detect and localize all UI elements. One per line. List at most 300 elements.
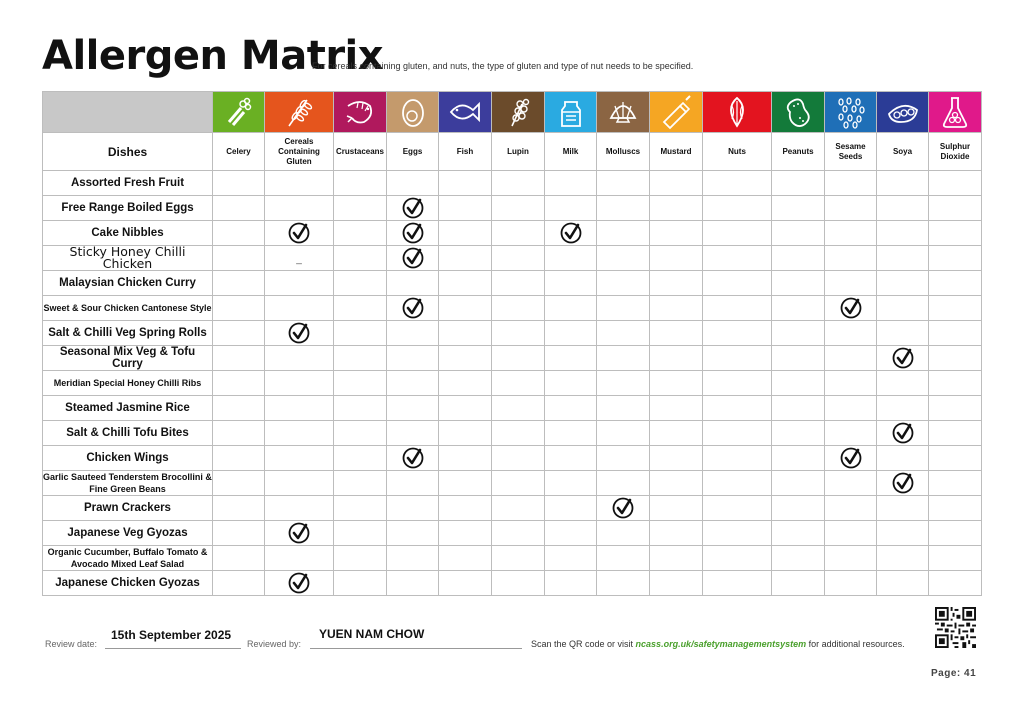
check-mark-icon — [387, 247, 438, 269]
matrix-cell-lupin — [492, 421, 545, 446]
matrix-cell-molluscs — [597, 396, 650, 421]
matrix-cell-milk — [545, 396, 597, 421]
matrix-cell-sesame-seeds — [825, 521, 877, 546]
matrix-cell-soya — [877, 521, 929, 546]
dish-name: Steamed Jasmine Rice — [43, 396, 213, 421]
matrix-cell-celery — [213, 396, 265, 421]
check-mark-icon — [387, 222, 438, 244]
matrix-cell-cereals-containing-gluten — [265, 171, 334, 196]
check-mark-icon — [597, 497, 649, 519]
matrix-cell-nuts — [703, 271, 772, 296]
check-mark-icon — [825, 447, 876, 469]
matrix-cell-milk — [545, 546, 597, 571]
matrix-cell-molluscs — [597, 471, 650, 496]
matrix-cell-celery — [213, 471, 265, 496]
matrix-cell-lupin — [492, 171, 545, 196]
matrix-cell-fish — [439, 496, 492, 521]
check-mark-icon — [545, 222, 596, 244]
matrix-cell-milk — [545, 496, 597, 521]
matrix-cell-nuts — [703, 396, 772, 421]
matrix-cell-soya — [877, 496, 929, 521]
dish-row — [43, 546, 982, 571]
matrix-cell-cereals-containing-gluten — [265, 296, 334, 321]
matrix-cell-molluscs — [597, 496, 650, 521]
matrix-cell-nuts — [703, 221, 772, 246]
matrix-cell-nuts — [703, 471, 772, 496]
matrix-cell-soya — [877, 421, 929, 446]
matrix-cell-milk — [545, 221, 597, 246]
allergen-header-peanuts: Peanuts — [772, 133, 825, 171]
matrix-cell-fish — [439, 246, 492, 271]
matrix-cell-sulphur-dioxide — [929, 271, 982, 296]
allergen-header-celery: Celery — [213, 133, 265, 171]
matrix-cell-lupin — [492, 571, 545, 596]
matrix-cell-fish — [439, 321, 492, 346]
dish-name: Chicken Wings — [43, 446, 213, 471]
matrix-cell-soya — [877, 296, 929, 321]
matrix-cell-peanuts — [772, 471, 825, 496]
review-date-line — [105, 648, 241, 649]
dishes-column-header: Dishes — [43, 133, 213, 171]
matrix-cell-sulphur-dioxide — [929, 246, 982, 271]
matrix-cell-sulphur-dioxide — [929, 346, 982, 371]
matrix-cell-cereals-containing-gluten — [265, 496, 334, 521]
matrix-cell-sesame-seeds — [825, 421, 877, 446]
matrix-cell-mustard — [650, 171, 703, 196]
matrix-cell-nuts — [703, 446, 772, 471]
matrix-cell-soya — [877, 371, 929, 396]
matrix-cell-crustaceans — [334, 446, 387, 471]
matrix-cell-molluscs — [597, 346, 650, 371]
dish-row — [43, 421, 982, 446]
matrix-cell-milk — [545, 446, 597, 471]
check-mark-icon — [387, 297, 438, 319]
egg-icon — [393, 92, 433, 132]
allergen-icon-cell-crustaceans — [334, 92, 387, 133]
dish-row — [43, 471, 982, 496]
matrix-cell-lupin — [492, 346, 545, 371]
matrix-cell-nuts — [703, 571, 772, 596]
matrix-cell-soya — [877, 571, 929, 596]
matrix-cell-peanuts — [772, 221, 825, 246]
shell-icon — [603, 92, 643, 132]
matrix-cell-peanuts — [772, 371, 825, 396]
dish-name: Organic Cucumber, Buffalo Tomato & Avocado Mixed Leaf Salad — [43, 546, 213, 571]
milk-icon — [551, 92, 591, 132]
allergen-icon-cell-lupin — [492, 92, 545, 133]
matrix-cell-peanuts — [772, 521, 825, 546]
matrix-cell-eggs — [387, 546, 439, 571]
matrix-cell-sesame-seeds — [825, 346, 877, 371]
allergen-header-sesame-seeds: Sesame Seeds — [825, 133, 877, 171]
matrix-cell-molluscs — [597, 571, 650, 596]
dish-name: Prawn Crackers — [43, 496, 213, 521]
matrix-cell-mustard — [650, 346, 703, 371]
matrix-cell-eggs — [387, 196, 439, 221]
matrix-cell-cereals-containing-gluten — [265, 271, 334, 296]
matrix-cell-lupin — [492, 246, 545, 271]
matrix-cell-sulphur-dioxide — [929, 521, 982, 546]
dish-row — [43, 496, 982, 521]
matrix-cell-lupin — [492, 371, 545, 396]
matrix-cell-cereals-containing-gluten — [265, 521, 334, 546]
matrix-cell-sulphur-dioxide — [929, 546, 982, 571]
matrix-cell-celery — [213, 296, 265, 321]
qr-text-suffix: for additional resources. — [806, 639, 905, 649]
allergen-icon-cell-eggs — [387, 92, 439, 133]
dish-row — [43, 371, 982, 396]
allergen-header-molluscs: Molluscs — [597, 133, 650, 171]
matrix-cell-celery — [213, 421, 265, 446]
matrix-cell-lupin — [492, 271, 545, 296]
matrix-cell-molluscs — [597, 371, 650, 396]
matrix-cell-cereals-containing-gluten — [265, 246, 334, 271]
matrix-cell-cereals-containing-gluten — [265, 571, 334, 596]
matrix-cell-fish — [439, 396, 492, 421]
matrix-cell-eggs — [387, 221, 439, 246]
matrix-cell-soya — [877, 221, 929, 246]
matrix-cell-mustard — [650, 471, 703, 496]
check-mark-icon — [265, 222, 333, 244]
matrix-cell-nuts — [703, 296, 772, 321]
matrix-cell-celery — [213, 571, 265, 596]
matrix-cell-sulphur-dioxide — [929, 571, 982, 596]
dish-name: Cake Nibbles — [43, 221, 213, 246]
matrix-cell-eggs — [387, 471, 439, 496]
matrix-cell-cereals-containing-gluten — [265, 446, 334, 471]
allergen-icon-cell-mustard — [650, 92, 703, 133]
matrix-cell-peanuts — [772, 246, 825, 271]
matrix-cell-sulphur-dioxide — [929, 496, 982, 521]
matrix-cell-molluscs — [597, 521, 650, 546]
matrix-cell-crustaceans — [334, 396, 387, 421]
allergen-header-soya: Soya — [877, 133, 929, 171]
mustard-icon — [656, 92, 696, 132]
dish-row — [43, 321, 982, 346]
matrix-cell-sesame-seeds — [825, 321, 877, 346]
qr-text-prefix: Scan the QR code or visit — [531, 639, 636, 649]
matrix-cell-cereals-containing-gluten — [265, 371, 334, 396]
matrix-cell-peanuts — [772, 321, 825, 346]
matrix-cell-molluscs — [597, 296, 650, 321]
dish-name: Sweet & Sour Chicken Cantonese Style — [43, 296, 213, 321]
dish-row — [43, 196, 982, 221]
matrix-cell-molluscs — [597, 246, 650, 271]
dish-name: Garlic Sauteed Tenderstem Brocollini & Fine Green Beans — [43, 472, 212, 494]
dish-row — [43, 446, 982, 471]
matrix-cell-milk — [545, 171, 597, 196]
matrix-cell-lupin — [492, 496, 545, 521]
matrix-cell-milk — [545, 196, 597, 221]
matrix-cell-fish — [439, 471, 492, 496]
matrix-cell-fish — [439, 371, 492, 396]
dish-name: Assorted Fresh Fruit — [43, 171, 213, 196]
matrix-cell-cereals-containing-gluten — [265, 321, 334, 346]
peanut-icon — [778, 92, 818, 132]
matrix-cell-sesame-seeds — [825, 371, 877, 396]
matrix-cell-sulphur-dioxide — [929, 296, 982, 321]
allergen-icon-cell-celery — [213, 92, 265, 133]
allergen-icon-cell-molluscs — [597, 92, 650, 133]
matrix-cell-celery — [213, 446, 265, 471]
matrix-cell-eggs — [387, 571, 439, 596]
matrix-cell-lupin — [492, 296, 545, 321]
matrix-cell-milk — [545, 571, 597, 596]
matrix-cell-nuts — [703, 371, 772, 396]
matrix-cell-sulphur-dioxide — [929, 171, 982, 196]
matrix-cell-molluscs — [597, 546, 650, 571]
matrix-cell-molluscs — [597, 171, 650, 196]
matrix-cell-lupin — [492, 396, 545, 421]
allergen-icon-cell-nuts — [703, 92, 772, 133]
matrix-cell-celery — [213, 246, 265, 271]
review-date-label: Review date: — [45, 639, 98, 649]
matrix-cell-celery — [213, 321, 265, 346]
wheat-icon — [279, 92, 319, 132]
matrix-cell-nuts — [703, 346, 772, 371]
ncass-link[interactable]: ncass.org.uk/safetymanagementsystem — [635, 639, 807, 649]
matrix-cell-celery — [213, 196, 265, 221]
matrix-cell-mustard — [650, 546, 703, 571]
allergen-header-row — [43, 133, 982, 171]
check-mark-icon — [265, 572, 333, 594]
matrix-cell-soya — [877, 396, 929, 421]
matrix-cell-fish — [439, 446, 492, 471]
dish-name: Seasonal Mix Veg & Tofu Curry — [43, 346, 213, 371]
matrix-cell-sesame-seeds — [825, 471, 877, 496]
reviewed-by-label: Reviewed by: — [247, 639, 302, 649]
matrix-cell-milk — [545, 471, 597, 496]
matrix-cell-nuts — [703, 421, 772, 446]
dish-row — [43, 271, 982, 296]
matrix-cell-milk — [545, 296, 597, 321]
matrix-cell-nuts — [703, 321, 772, 346]
dish-name: Malaysian Chicken Curry — [43, 271, 213, 296]
matrix-cell-soya — [877, 271, 929, 296]
sulphur-icon — [935, 92, 975, 132]
soya-icon — [883, 92, 923, 132]
matrix-cell-mustard — [650, 296, 703, 321]
matrix-cell-crustaceans — [334, 246, 387, 271]
matrix-cell-sesame-seeds — [825, 221, 877, 246]
reviewed-by-line — [310, 648, 522, 649]
matrix-cell-crustaceans — [334, 296, 387, 321]
matrix-cell-molluscs — [597, 196, 650, 221]
fish-icon — [445, 92, 485, 132]
matrix-cell-sesame-seeds — [825, 571, 877, 596]
matrix-cell-crustaceans — [334, 371, 387, 396]
matrix-cell-peanuts — [772, 346, 825, 371]
matrix-cell-milk — [545, 321, 597, 346]
dish-row — [43, 521, 982, 546]
matrix-cell-celery — [213, 371, 265, 396]
matrix-cell-mustard — [650, 496, 703, 521]
matrix-cell-sulphur-dioxide — [929, 421, 982, 446]
matrix-cell-soya — [877, 346, 929, 371]
matrix-cell-fish — [439, 521, 492, 546]
matrix-cell-eggs — [387, 171, 439, 196]
qr-instructions — [531, 639, 905, 649]
matrix-cell-milk — [545, 421, 597, 446]
matrix-cell-fish — [439, 196, 492, 221]
lupin-icon — [498, 92, 538, 132]
allergen-header-eggs: Eggs — [387, 133, 439, 171]
matrix-cell-soya — [877, 171, 929, 196]
matrix-cell-fish — [439, 546, 492, 571]
celery-icon — [219, 92, 259, 132]
matrix-cell-milk — [545, 521, 597, 546]
matrix-cell-crustaceans — [334, 546, 387, 571]
matrix-cell-milk — [545, 246, 597, 271]
dish-row — [43, 571, 982, 596]
review-date-value: 15th September 2025 — [111, 628, 232, 642]
matrix-cell-sesame-seeds — [825, 196, 877, 221]
matrix-cell-soya — [877, 546, 929, 571]
matrix-cell-nuts — [703, 196, 772, 221]
header-corner-cell — [43, 92, 213, 133]
matrix-cell-crustaceans — [334, 496, 387, 521]
matrix-cell-peanuts — [772, 171, 825, 196]
matrix-cell-sesame-seeds — [825, 446, 877, 471]
dish-name: Salt & Chilli Tofu Bites — [43, 421, 213, 446]
allergen-header-nuts: Nuts — [703, 133, 772, 171]
matrix-cell-eggs — [387, 346, 439, 371]
allergen-icon-cell-cereals-containing-gluten — [265, 92, 334, 133]
nut-icon — [717, 92, 757, 132]
matrix-cell-sesame-seeds — [825, 171, 877, 196]
matrix-cell-sesame-seeds — [825, 296, 877, 321]
matrix-cell-sulphur-dioxide — [929, 221, 982, 246]
dish-row — [43, 246, 982, 271]
check-mark-icon — [265, 522, 333, 544]
check-mark-icon — [877, 347, 928, 369]
matrix-cell-fish — [439, 271, 492, 296]
matrix-cell-molluscs — [597, 446, 650, 471]
matrix-cell-crustaceans — [334, 521, 387, 546]
allergen-icon-cell-fish — [439, 92, 492, 133]
matrix-cell-eggs — [387, 496, 439, 521]
matrix-cell-milk — [545, 271, 597, 296]
qr-code-icon[interactable] — [935, 607, 976, 648]
dish-row — [43, 396, 982, 421]
matrix-cell-nuts — [703, 246, 772, 271]
matrix-cell-molluscs — [597, 421, 650, 446]
page-subtitle: For cereals containing gluten, and nuts, the type of gluten and type of nut needs to be specified. — [312, 61, 694, 71]
matrix-cell-sulphur-dioxide — [929, 196, 982, 221]
allergen-icon-cell-peanuts — [772, 92, 825, 133]
matrix-cell-peanuts — [772, 396, 825, 421]
matrix-cell-mustard — [650, 221, 703, 246]
matrix-cell-fish — [439, 296, 492, 321]
matrix-cell-celery — [213, 271, 265, 296]
matrix-cell-nuts — [703, 171, 772, 196]
check-mark-icon — [877, 422, 928, 444]
matrix-cell-lupin — [492, 446, 545, 471]
allergen-header-fish: Fish — [439, 133, 492, 171]
matrix-cell-cereals-containing-gluten — [265, 346, 334, 371]
matrix-cell-celery — [213, 171, 265, 196]
matrix-cell-lupin — [492, 521, 545, 546]
cell-note: _ — [296, 254, 302, 265]
matrix-cell-fish — [439, 171, 492, 196]
matrix-cell-peanuts — [772, 421, 825, 446]
matrix-cell-celery — [213, 546, 265, 571]
matrix-cell-mustard — [650, 246, 703, 271]
matrix-cell-crustaceans — [334, 421, 387, 446]
matrix-cell-mustard — [650, 196, 703, 221]
matrix-cell-peanuts — [772, 446, 825, 471]
dish-row — [43, 296, 982, 321]
matrix-cell-molluscs — [597, 221, 650, 246]
matrix-cell-sulphur-dioxide — [929, 471, 982, 496]
check-mark-icon — [825, 297, 876, 319]
check-mark-icon — [265, 322, 333, 344]
matrix-cell-molluscs — [597, 271, 650, 296]
matrix-cell-eggs — [387, 446, 439, 471]
matrix-cell-celery — [213, 521, 265, 546]
page-title: Allergen Matrix — [42, 33, 384, 79]
matrix-cell-mustard — [650, 321, 703, 346]
allergen-icon-cell-milk — [545, 92, 597, 133]
check-mark-icon — [387, 447, 438, 469]
matrix-cell-eggs — [387, 271, 439, 296]
matrix-cell-lupin — [492, 321, 545, 346]
matrix-cell-soya — [877, 321, 929, 346]
matrix-cell-crustaceans — [334, 196, 387, 221]
matrix-cell-celery — [213, 221, 265, 246]
matrix-cell-sesame-seeds — [825, 496, 877, 521]
matrix-cell-crustaceans — [334, 571, 387, 596]
dish-name: Salt & Chilli Veg Spring Rolls — [43, 321, 213, 346]
matrix-cell-lupin — [492, 221, 545, 246]
check-mark-icon — [387, 197, 438, 219]
allergen-header-mustard: Mustard — [650, 133, 703, 171]
matrix-cell-eggs — [387, 246, 439, 271]
matrix-cell-sesame-seeds — [825, 396, 877, 421]
matrix-cell-eggs — [387, 521, 439, 546]
dish-row — [43, 346, 982, 371]
matrix-cell-celery — [213, 346, 265, 371]
matrix-cell-lupin — [492, 471, 545, 496]
allergen-icon-cell-sulphur-dioxide — [929, 92, 982, 133]
shrimp-icon — [340, 92, 380, 132]
matrix-cell-cereals-containing-gluten — [265, 546, 334, 571]
allergen-header-crustaceans: Crustaceans — [334, 133, 387, 171]
matrix-cell-cereals-containing-gluten — [265, 471, 334, 496]
dish-row — [43, 171, 982, 196]
allergen-matrix-table — [42, 91, 982, 596]
matrix-cell-mustard — [650, 571, 703, 596]
matrix-cell-eggs — [387, 321, 439, 346]
matrix-cell-soya — [877, 196, 929, 221]
matrix-cell-soya — [877, 446, 929, 471]
matrix-cell-crustaceans — [334, 346, 387, 371]
matrix-cell-crustaceans — [334, 471, 387, 496]
matrix-cell-peanuts — [772, 496, 825, 521]
matrix-cell-cereals-containing-gluten — [265, 196, 334, 221]
matrix-cell-crustaceans — [334, 271, 387, 296]
dish-row — [43, 221, 982, 246]
allergen-header-sulphur-dioxide: Sulphur Dioxide — [929, 133, 982, 171]
matrix-cell-sulphur-dioxide — [929, 321, 982, 346]
matrix-cell-eggs — [387, 296, 439, 321]
matrix-cell-celery — [213, 496, 265, 521]
page-number: Page: 41 — [931, 668, 977, 679]
matrix-cell-mustard — [650, 396, 703, 421]
matrix-cell-lupin — [492, 196, 545, 221]
matrix-cell-eggs — [387, 421, 439, 446]
matrix-cell-fish — [439, 421, 492, 446]
